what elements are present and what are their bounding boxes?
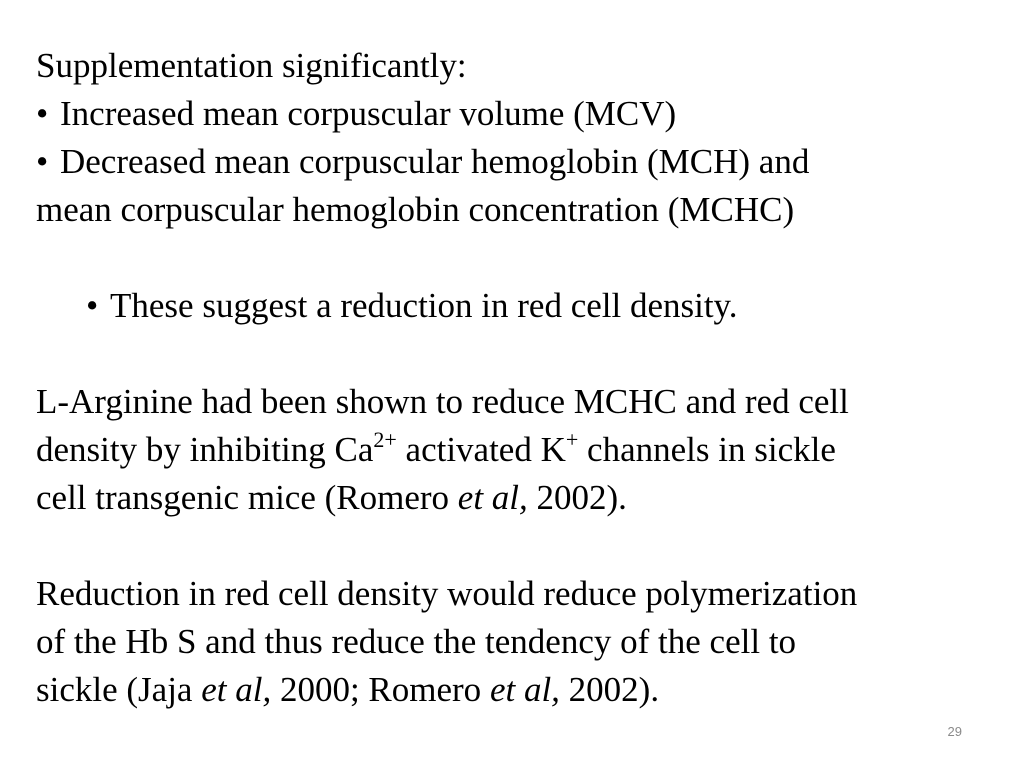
- paragraph-text: activated K: [396, 430, 566, 469]
- paragraph-text: of the Hb S and thus reduce the tendency of the cell to: [36, 622, 797, 661]
- bullet-icon: •: [86, 286, 99, 325]
- paragraph-line: [36, 570, 996, 618]
- bullet-text-mchc: mean corpuscular hemoglobin concentration (MCHC): [36, 190, 795, 229]
- bullet-item-mch-continuation: [36, 186, 996, 234]
- paragraph-polymerization: [36, 570, 996, 714]
- citation-italic: et al,: [201, 670, 272, 709]
- spacer: [36, 330, 996, 378]
- paragraph-text: 2002).: [527, 478, 627, 517]
- bullet-icon: •: [36, 142, 49, 181]
- paragraph-line: [36, 618, 996, 666]
- slide-body: [36, 42, 996, 714]
- page-number: 29: [947, 724, 962, 739]
- bullet-text-mch: Decreased mean corpuscular hemoglobin (MCH) and: [60, 142, 810, 181]
- paragraph-text: 2000; Romero: [271, 670, 490, 709]
- bullet-icon: •: [36, 94, 49, 133]
- paragraph-line: [36, 666, 996, 714]
- sub-bullet-item-density: [36, 282, 996, 330]
- paragraph-arginine: [36, 378, 996, 522]
- paragraph-text: channels in sickle: [578, 430, 836, 469]
- bullet-text-mcv: Increased mean corpuscular volume (MCV): [60, 94, 677, 133]
- intro-heading: [36, 42, 996, 90]
- superscript-charge: +: [565, 427, 579, 452]
- paragraph-text: cell transgenic mice (Romero: [36, 478, 458, 517]
- paragraph-text: L-Arginine had been shown to reduce MCHC and red cell: [36, 382, 849, 421]
- bullet-item-mch: [36, 138, 996, 186]
- paragraph-text: sickle (Jaja: [36, 670, 202, 709]
- spacer: [36, 234, 996, 282]
- paragraph-line: [36, 474, 996, 522]
- superscript-charge: 2+: [373, 427, 397, 452]
- paragraph-text: density by inhibiting Ca: [36, 430, 374, 469]
- spacer: [36, 522, 996, 570]
- bullet-item-mcv: [36, 90, 996, 138]
- citation-italic: et al,: [489, 670, 560, 709]
- paragraph-line: [36, 426, 996, 474]
- paragraph-text: 2002).: [559, 670, 660, 709]
- sub-bullet-text-density: These suggest a reduction in red cell density.: [110, 286, 738, 325]
- paragraph-line: [36, 378, 996, 426]
- paragraph-text: Reduction in red cell density would reduce polymerization: [36, 574, 858, 613]
- intro-heading-text: Supplementation significantly:: [36, 46, 467, 85]
- citation-italic: et al,: [457, 478, 528, 517]
